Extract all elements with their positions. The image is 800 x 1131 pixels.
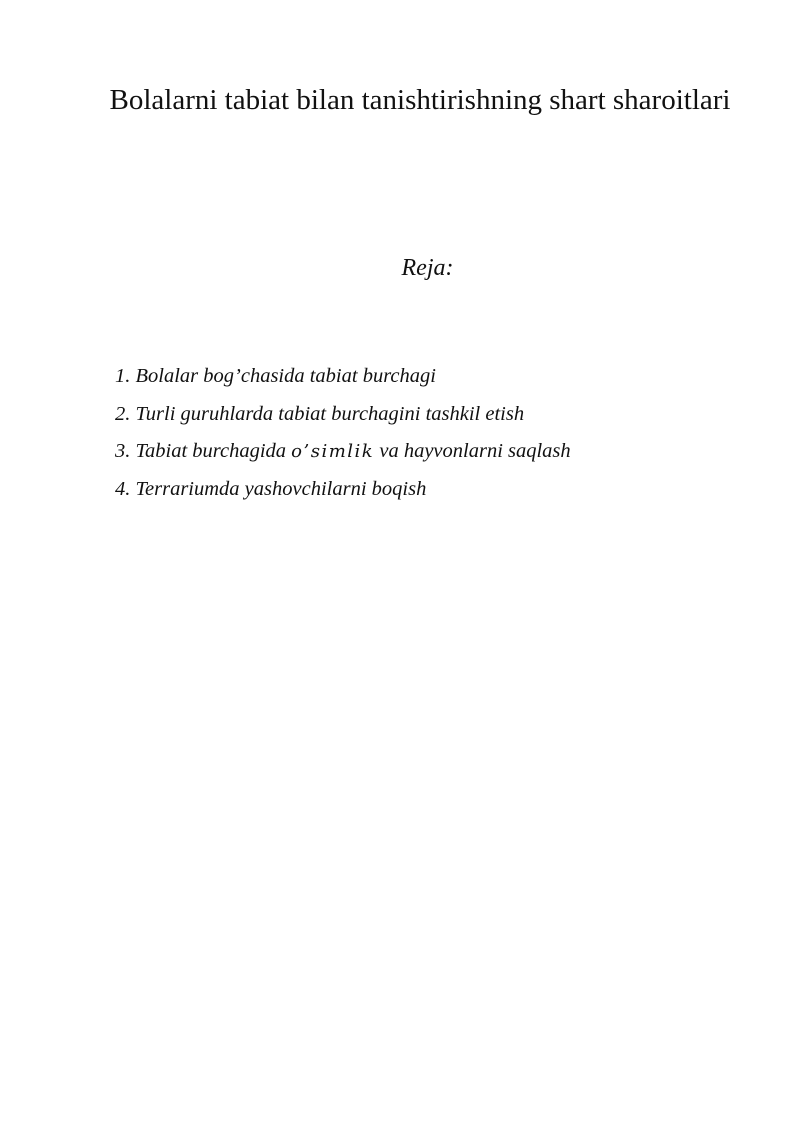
document-title: Bolalarni tabiat bilan tanishtirishning shart sharoitlari bbox=[109, 84, 731, 116]
plan-item-4: 4. Terrariumda yashovchilarni boqish bbox=[115, 477, 427, 500]
plan-item-3-text-before: 3. Tabiat burchagida bbox=[115, 440, 292, 462]
plan-item-1: 1. Bolalar bog’chasida tabiat burchagi bbox=[115, 365, 436, 387]
plan-item-2: 2. Turli guruhlarda tabiat burchagini tashkil etish bbox=[115, 402, 525, 425]
plan-item-3-text-after: va hayvonlarni saqlash bbox=[374, 440, 571, 462]
plan-heading: Reja: bbox=[401, 255, 454, 281]
plan-item-3-spaced-word: o’simlik bbox=[291, 441, 375, 462]
plan-list bbox=[115, 358, 755, 508]
plan-item-3 bbox=[115, 433, 755, 471]
